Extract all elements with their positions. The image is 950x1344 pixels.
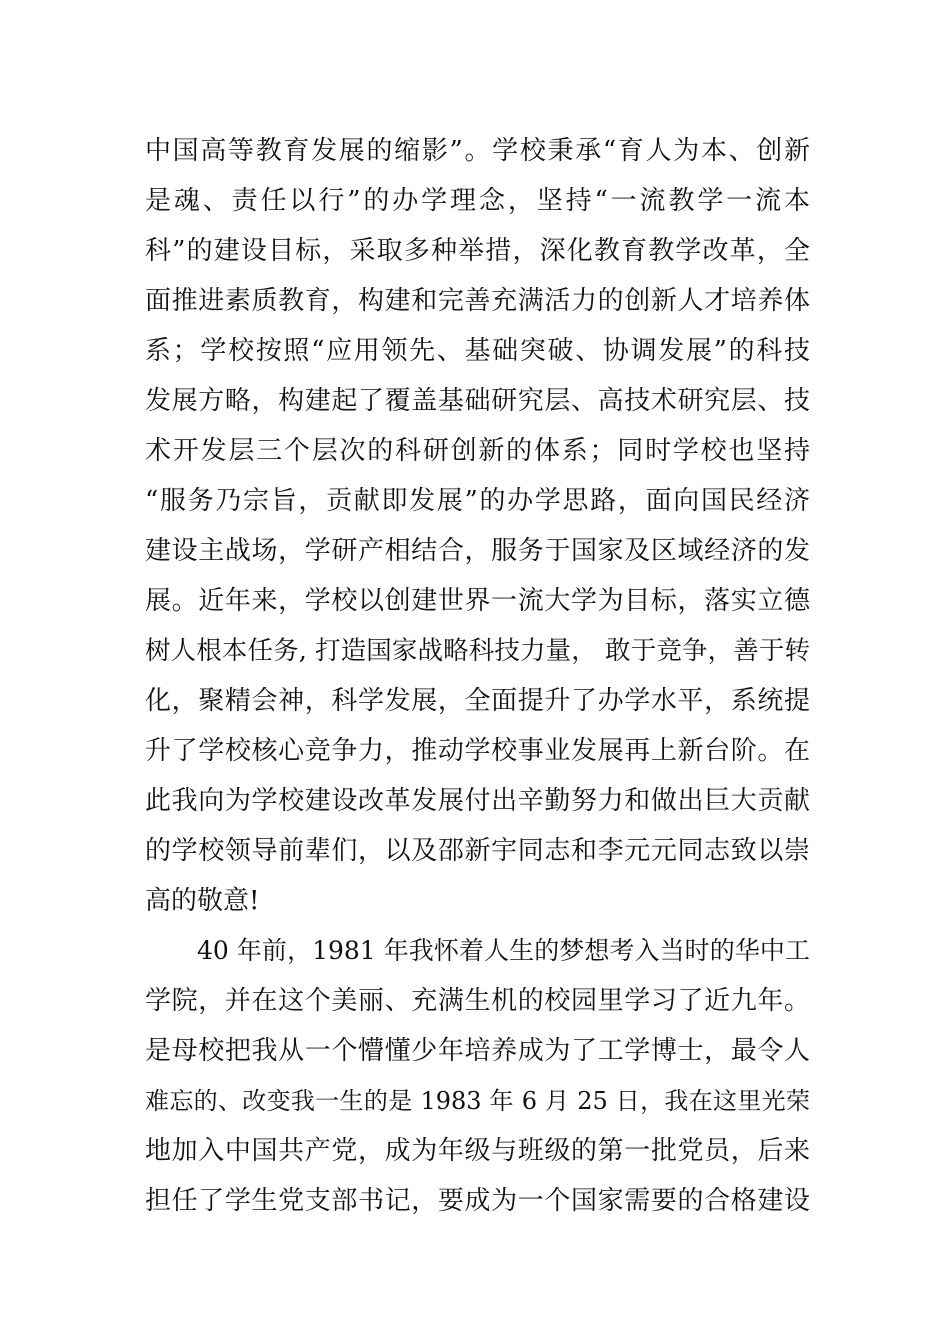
text-line-first: 40 年前，1981 年我怀着人生的梦想考入当时的华中工 <box>197 936 810 965</box>
text-line: 展。近年来，学校以创建世界一流大学为目标，落实立德 <box>145 586 810 616</box>
text-line: 担任了学生党支部书记，要成为一个国家需要的合格建设 <box>145 1186 810 1216</box>
text-line: 建设主战场，学研产相结合，服务于国家及区域经济的发 <box>145 536 810 566</box>
text-line: 发展方略，构建起了覆盖基础研究层、高技术研究层、技 <box>145 386 810 416</box>
text-line: 地加入中国共产党，成为年级与班级的第一批党员，后来 <box>145 1136 810 1166</box>
text-line: 学院，并在这个美丽、充满生机的校园里学习了近九年。 <box>145 986 810 1016</box>
text-line: 树人根本任务, 打造国家战略科技力量， 敢于竞争，善于转 <box>145 636 810 666</box>
text-line: “服务乃宗旨，贡献即发展”的办学思路，面向国民经济 <box>145 486 810 516</box>
text-line-last: 高的敬意! <box>145 886 260 916</box>
document-body <box>145 126 810 1226</box>
text-line: 是魂、责任以行”的办学理念，坚持“一流教学一流本 <box>145 186 810 216</box>
text-line: 科”的建设目标，采取多种举措，深化教育教学改革，全 <box>145 236 810 266</box>
text-line: 系；学校按照“应用领先、基础突破、协调发展”的科技 <box>145 336 810 366</box>
text-line: 此我向为学校建设改革发展付出辛勤努力和做出巨大贡献 <box>145 786 810 816</box>
text-line: 术开发层三个层次的科研创新的体系；同时学校也坚持 <box>145 436 810 466</box>
text-line: 面推进素质教育，构建和完善充满活力的创新人才培养体 <box>145 286 810 316</box>
text-line: 是母校把我从一个懵懂少年培养成为了工学博士，最令人 <box>145 1036 810 1066</box>
paragraph-1 <box>145 126 810 926</box>
text-line: 难忘的、改变我一生的是 1983 年 6 月 25 日，我在这里光荣 <box>145 1087 810 1115</box>
text-line: 升了学校核心竞争力，推动学校事业发展再上新台阶。在 <box>145 736 810 766</box>
paragraph-2 <box>145 926 810 1226</box>
text-line: 中国高等教育发展的缩影”。学校秉承“育人为本、创新 <box>145 136 810 166</box>
text-line: 化，聚精会神，科学发展，全面提升了办学水平，系统提 <box>145 686 810 716</box>
text-line: 的学校领导前辈们，以及邵新宇同志和李元元同志致以崇 <box>145 836 810 866</box>
